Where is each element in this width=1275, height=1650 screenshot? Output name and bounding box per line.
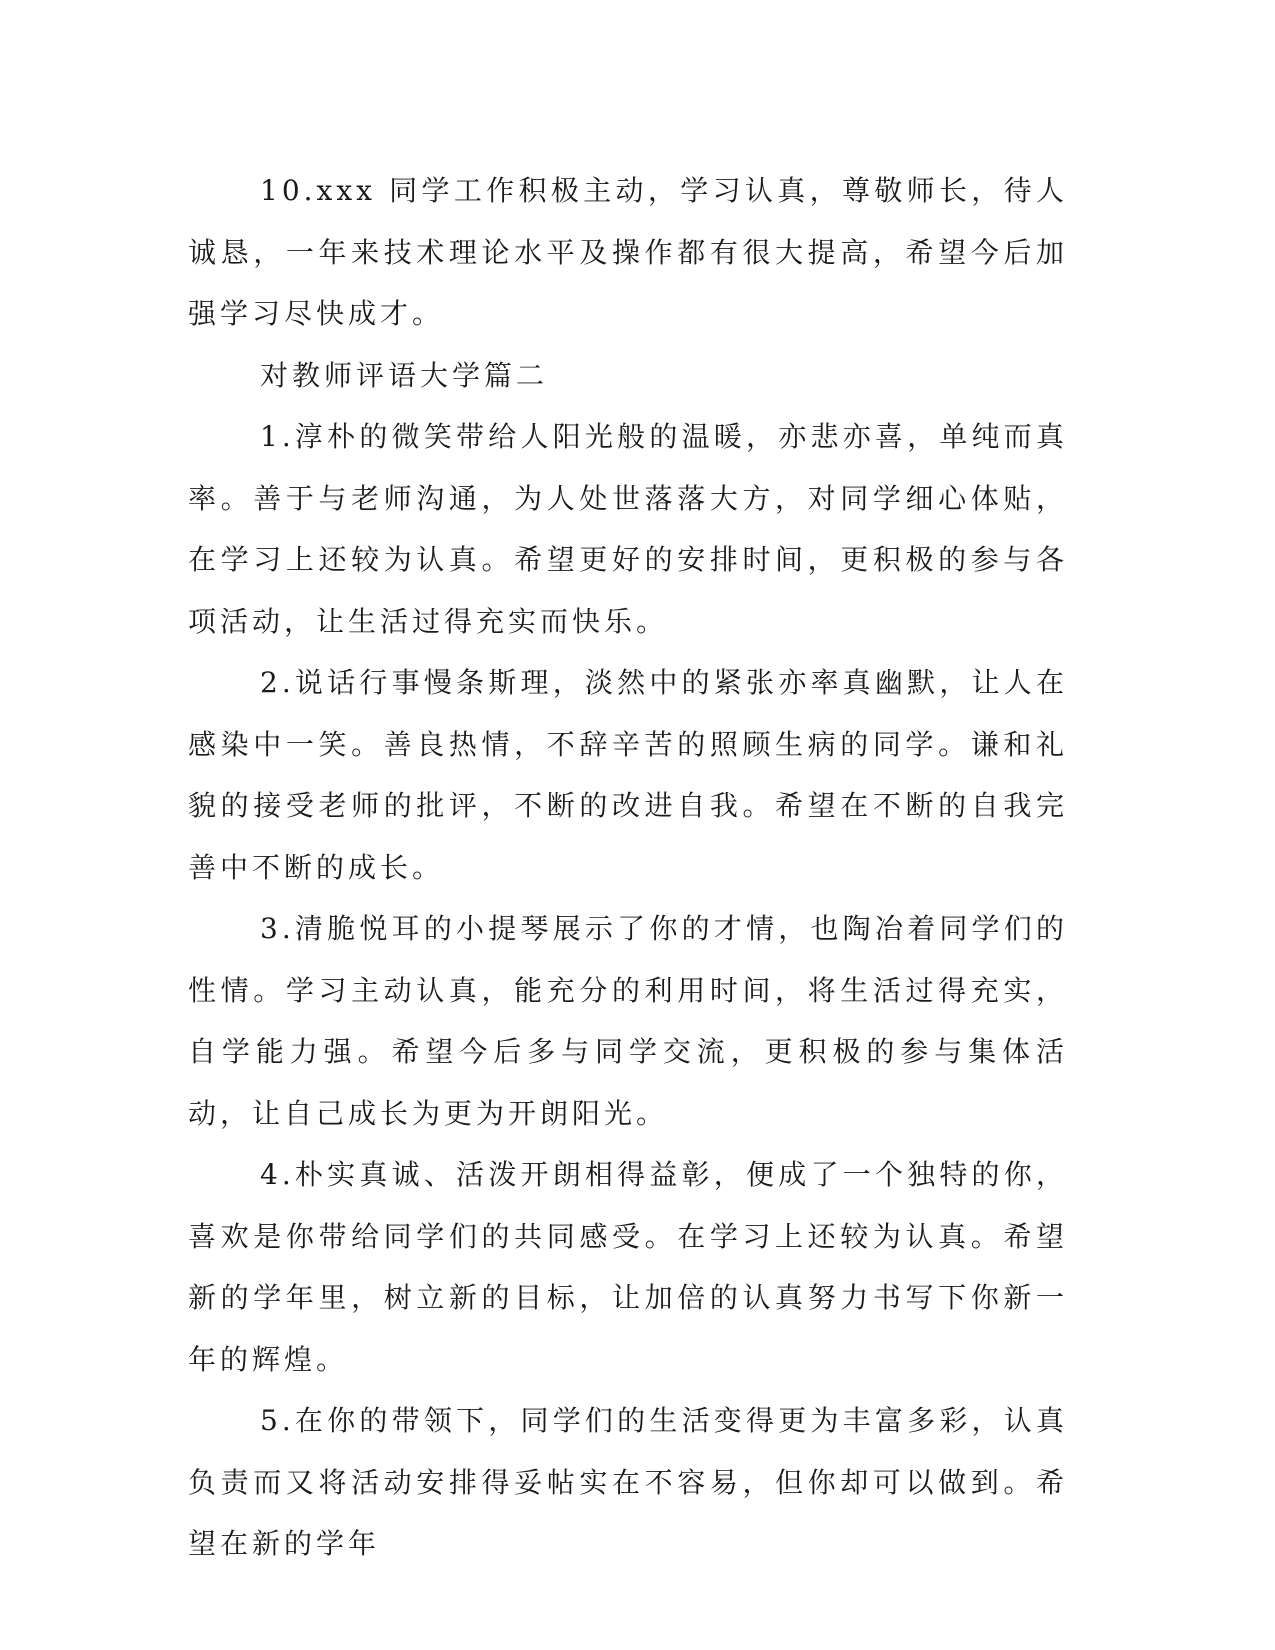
paragraph-5: 5.在你的带领下，同学们的生活变得更为丰富多彩，认真负责而又将活动安排得妥帖实在不容易，但你却可以做到。希望在新的学年 xyxy=(188,1404,1068,1560)
paragraph-10: 10.xxx 同学工作积极主动，学习认真，尊敬师长，待人诚恳，一年来技术理论水平及操作都有很大提高，希望今后加强学习尽快成才。 xyxy=(188,174,1068,330)
paragraph-3: 3.清脆悦耳的小提琴展示了你的才情，也陶冶着同学们的性情。学习主动认真，能充分的利用时间，将生活过得充实，自学能力强。希望今后多与同学交流，更积极的参与集体活动，让自己成长为更为开朗阳光。 xyxy=(188,912,1068,1130)
paragraph-2: 2.说话行事慢条斯理，淡然中的紧张亦率真幽默，让人在感染中一笑。善良热情，不辞辛苦的照顾生病的同学。谦和礼貌的接受老师的批评，不断的改进自我。希望在不断的自我完善中不断的成长。 xyxy=(188,666,1068,884)
section-heading: 对教师评语大学篇二 xyxy=(260,358,549,392)
paragraph-1: 1.淳朴的微笑带给人阳光般的温暖，亦悲亦喜，单纯而真率。善于与老师沟通，为人处世落落大方，对同学细心体贴，在学习上还较为认真。希望更好的安排时间，更积极的参与各项活动，让生活过得充实而快乐。 xyxy=(188,420,1068,638)
paragraph-4: 4.朴实真诚、活泼开朗相得益彰，便成了一个独特的你，喜欢是你带给同学们的共同感受。在学习上还较为认真。希望新的学年里，树立新的目标，让加倍的认真努力书写下你新一年的辉煌。 xyxy=(188,1158,1068,1376)
document-body xyxy=(188,160,1068,1575)
